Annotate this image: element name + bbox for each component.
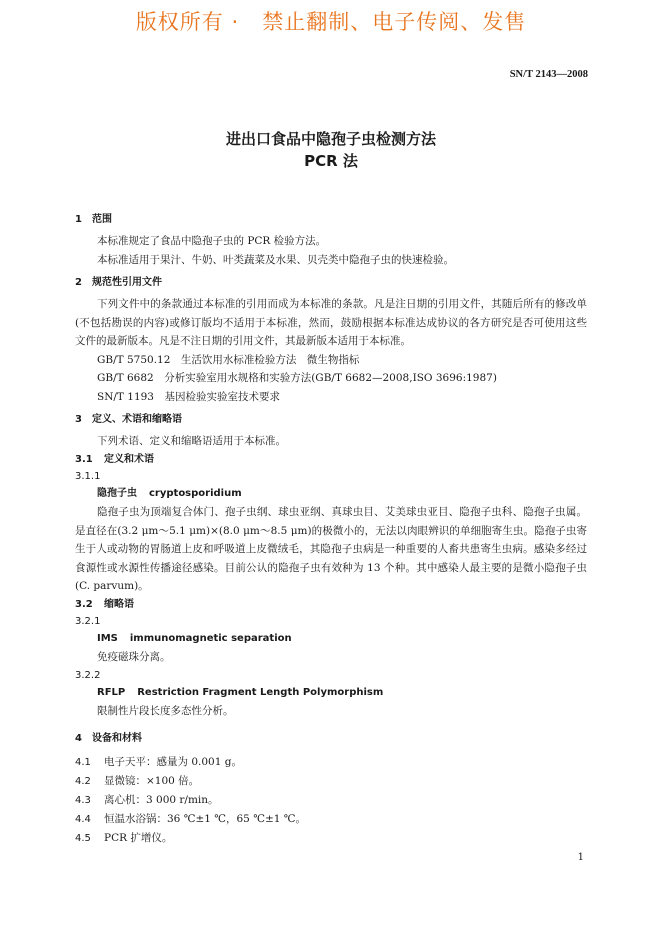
clause-number: 3.2.1: [75, 615, 101, 627]
subsection-3-1-heading: [75, 451, 587, 468]
clause-number: 3.1.1: [75, 470, 101, 482]
item-number: 4.4: [75, 813, 91, 825]
paragraph: 下列文件中的条款通过本标准的引用而成为本标准的条款。凡是注日期的引用文件，其随后所有的修改单(不包括勘误的内容)或修订版均不适用于本标准，然而，鼓励根据本标准达成协议的各方研究是否可使用这些文件的最新版本。凡是不注日期的引用文件，其最新版本适用于本标准。: [75, 298, 587, 347]
definition-paragraph: 免疫磁珠分离。: [97, 651, 171, 663]
item-number: 4.1: [75, 756, 91, 768]
equipment-item: [75, 791, 587, 810]
subsection-number: 3.1: [75, 453, 93, 465]
item-text: 显微镜：×100 倍。: [104, 774, 200, 787]
definition-paragraph: 隐孢子虫为顶端复合体门、孢子虫纲、球虫亚纲、真球虫目、艾美球虫亚目、隐孢子虫科、隐孢子虫属。是直径在(3.2 μm～5.1 μm)×(8.0 μm～8.5 μm)的极微小的，无法以肉眼辨识的单细胞寄生虫。隐孢子虫寄生于人或动物的胃肠道上皮和呼吸道上皮微绒毛，其隐孢子虫病是一种重要的人畜共患寄生虫病。感染多经过食源性或水源性传播途径感染。目前公认的隐孢子虫有效种为 13 个种。其中感染人最主要的是微小隐孢子虫(C. parvum)。: [75, 506, 587, 592]
abbreviation-expansion: Restriction Fragment Length Polymorphism: [137, 686, 384, 698]
document-subtitle: PCR 法: [304, 152, 358, 170]
section-title: 定义、术语和缩略语: [92, 414, 182, 425]
standard-code: SN/T 2143—2008: [509, 69, 588, 80]
equipment-item: [75, 810, 587, 829]
paragraph: 本标准适用于果汁、牛奶、叶类蔬菜及水果、贝壳类中隐孢子虫的快速检验。: [97, 253, 454, 266]
section-1-heading: [75, 211, 587, 228]
subsection-3-2-heading: [75, 596, 587, 613]
section-title: 范围: [92, 214, 112, 225]
abbreviation-expansion: immunomagnetic separation: [129, 632, 292, 644]
document-body: [75, 206, 587, 848]
reference-item: GB/T 5750.12 生活饮用水标准检验方法 微生物指标: [97, 353, 360, 366]
clause-number: 3.2.2: [75, 669, 101, 681]
section-number: 2: [75, 277, 82, 288]
section-3-heading: [75, 411, 587, 428]
item-number: 4.3: [75, 794, 91, 806]
item-text: 离心机：3 000 r/min。: [104, 793, 219, 806]
subsection-title: 定义和术语: [104, 453, 154, 465]
term-english: cryptosporidium: [149, 487, 242, 499]
section-4-heading: [75, 730, 587, 747]
reference-item: GB/T 6682 分析实验室用水规格和实验方法(GB/T 6682—2008,ISO 3696:1987): [97, 372, 497, 384]
definition-paragraph: 限制性片段长度多态性分析。: [97, 705, 234, 717]
equipment-item: [75, 772, 587, 791]
item-text: PCR 扩增仪。: [104, 831, 173, 844]
abbreviation: IMS: [97, 632, 118, 644]
item-number: 4.5: [75, 832, 91, 844]
document-title: 进出口食品中隐孢子虫检测方法: [225, 130, 436, 148]
paragraph: 本标准规定了食品中隐孢子虫的 PCR 检验方法。: [97, 235, 327, 247]
section-number: 4: [75, 732, 82, 744]
item-text: 电子天平：感量为 0.001 g。: [104, 755, 242, 768]
section-number: 3: [75, 414, 82, 425]
section-title: 设备和材料: [92, 732, 142, 744]
subsection-title: 缩略语: [104, 598, 134, 610]
term-chinese: 隐孢子虫: [97, 487, 137, 499]
watermark-banner: 版权所有 · 禁止翻制、电子传阅、发售: [135, 10, 527, 34]
section-number: 1: [75, 214, 82, 225]
section-title: 规范性引用文件: [92, 277, 162, 288]
paragraph: 下列术语、定义和缩略语适用于本标准。: [97, 435, 286, 447]
item-text: 恒温水浴锅：36 ℃±1 ℃，65 ℃±1 ℃。: [104, 812, 307, 825]
equipment-item: [75, 753, 587, 772]
term-entry: [75, 485, 587, 504]
abbreviation-entry: [75, 630, 587, 649]
subsection-number: 3.2: [75, 598, 93, 610]
reference-item: SN/T 1193 基因检验实验室技术要求: [97, 390, 280, 403]
abbreviation-entry: [75, 684, 587, 703]
title-block: [0, 128, 662, 172]
item-number: 4.2: [75, 775, 91, 787]
page-number: 1: [577, 852, 584, 863]
abbreviation: RFLP: [97, 686, 126, 698]
equipment-item: [75, 829, 587, 848]
section-2-heading: [75, 274, 587, 291]
